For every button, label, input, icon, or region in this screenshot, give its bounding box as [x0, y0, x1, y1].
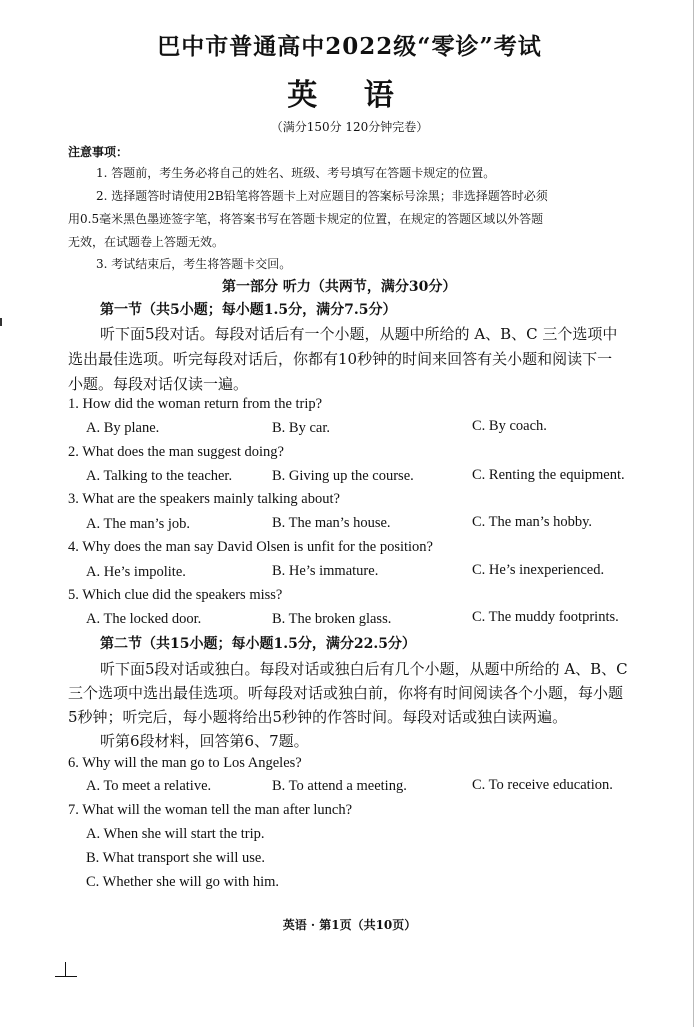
notice-line: 3. 考试结束后，考生将答题卡交回。 — [96, 257, 292, 271]
notice-heading: 注意事项： — [68, 145, 129, 159]
section1-instruction: 小题。每段对话仅读一遍。 — [68, 375, 249, 393]
question-stem: 4. Why does the man say David Olsen is unfit for the position? — [68, 539, 433, 555]
question-stem: 2. What does the man suggest doing? — [68, 444, 284, 460]
option-c: C. Whether she will go with him. — [86, 874, 280, 890]
section2-instruction: 5秒钟；听完后，每小题将给出5秒钟的作答时间。每段对话或独白读两遍。 — [68, 708, 568, 726]
section2-heading: 第二节（共15小题；每小题1.5分，满分22.5分） — [100, 636, 416, 652]
question-stem: 5. Which clue did the speakers miss? — [68, 587, 283, 603]
option-a: A. He’s impolite. — [86, 564, 186, 580]
material-note: 听第6段材料，回答第6、7题。 — [100, 732, 309, 750]
section2-instruction: 三个选项中选出最佳选项。听每段对话或独白前，你将有时间阅读各个小题，每小题 — [68, 684, 624, 702]
binding-mark — [0, 318, 2, 326]
option-c: C. The man’s hobby. — [472, 514, 593, 530]
exam-title: 巴中市普通高中2022级“零诊”考试 — [157, 33, 542, 60]
question-stem: 6. Why will the man go to Los Angeles? — [68, 755, 302, 771]
page-footer: 英语 · 第1页（共10页） — [282, 918, 417, 932]
subject-title: 英 语 — [287, 78, 412, 113]
option-b: B. Giving up the course. — [272, 468, 414, 484]
corner-mark — [55, 962, 77, 977]
option-c: C. By coach. — [472, 418, 547, 434]
section1-instruction: 选出最佳选项。听完每段对话后，你都有10秒钟的时间来回答有关小题和阅读下一 — [68, 350, 613, 368]
option-b: B. By car. — [272, 420, 330, 436]
notice-line: 无效，在试题卷上答题无效。 — [68, 235, 225, 249]
option-c: C. He’s inexperienced. — [472, 562, 605, 578]
option-a: A. The locked door. — [86, 611, 202, 627]
option-b: B. The broken glass. — [272, 611, 392, 627]
option-b: B. He’s immature. — [272, 563, 379, 579]
option-a: A. Talking to the teacher. — [86, 468, 233, 484]
option-b: B. To attend a meeting. — [272, 778, 407, 794]
option-a: A. By plane. — [86, 420, 160, 436]
score-info: （满分150分 120分钟完卷） — [270, 120, 429, 134]
option-a: A. When she will start the trip. — [86, 826, 265, 842]
option-c: C. To receive education. — [472, 777, 613, 793]
option-b: B. What transport she will use. — [86, 850, 265, 866]
question-stem: 7. What will the woman tell the man after lunch? — [68, 802, 353, 818]
notice-line: 2. 选择题答时请使用2B铅笔将答题卡上对应题目的答案标号涂黑；非选择题答时必须 — [96, 189, 548, 203]
option-a: A. The man’s job. — [86, 516, 191, 532]
section2-instruction: 听下面5段对话或独白。每段对话或独白后有几个小题，从题中所给的 A、B、C — [100, 660, 628, 678]
option-c: C. The muddy footprints. — [472, 609, 619, 625]
section1-instruction: 听下面5段对话。每段对话后有一个小题，从题中所给的 A、B、C 三个选项中 — [100, 325, 618, 343]
option-b: B. The man’s house. — [272, 515, 391, 531]
notice-line: 用0.5毫米黑色墨迹签字笔，将答案书写在答题卡规定的位置，在规定的答题区域以外答题 — [68, 212, 544, 226]
section1-heading: 第一节（共5小题；每小题1.5分，满分7.5分） — [100, 302, 397, 318]
question-stem: 3. What are the speakers mainly talking about? — [68, 491, 340, 507]
part1-heading: 第一部分 听力（共两节，满分30分） — [222, 279, 457, 295]
option-a: A. To meet a relative. — [86, 778, 212, 794]
page-edge-line — [693, 0, 694, 1027]
notice-line: 1. 答题前，考生务必将自己的姓名、班级、考号填写在答题卡规定的位置。 — [96, 166, 496, 180]
question-stem: 1. How did the woman return from the trip? — [68, 396, 323, 412]
option-c: C. Renting the equipment. — [472, 467, 625, 483]
